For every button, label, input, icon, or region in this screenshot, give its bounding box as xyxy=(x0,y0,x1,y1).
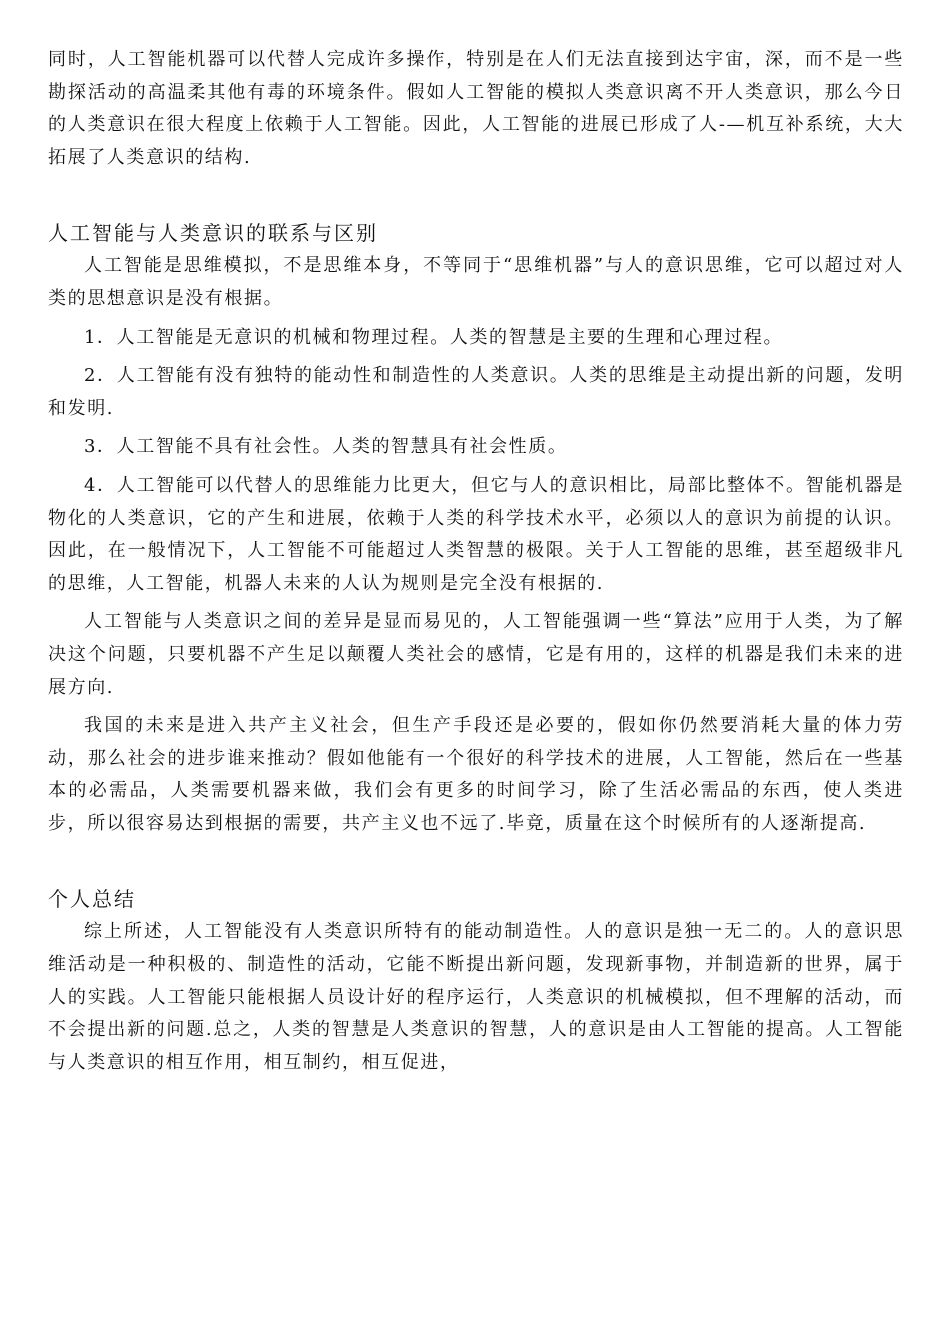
spacer xyxy=(48,840,904,882)
section1-intro-paragraph: 人工智能是思维模拟，不是思维本身，不等同于“思维机器”与人的意识思维，它可以超过对人类的思想意识是没有根据。 xyxy=(48,255,904,309)
document-page xyxy=(48,44,904,1079)
summary-paragraph: 综上所述，人工智能没有人类意识所特有的能动制造性。人的意识是独一无二的。人的意识思维活动是一种积极的、制造性的活动，它能不断提出新问题，发现新事物，并制造新的世界，属于人的实践。人工智能只能根据人员设计好的程序运行，人类意识的机械模拟，但不理解的活动，而不会提出新的问题.总之，人类的智慧是人类意识的智慧，人的意识是由人工智能的提高。人工智能与人类意识的相互作用，相互制约，相互促进， xyxy=(48,921,904,1073)
list-item-1: 1．人工智能是无意识的机械和物理过程。人类的智慧是主要的生理和心理过程。 xyxy=(84,326,784,348)
section-heading-relation: 人工智能与人类意识的联系与区别 xyxy=(48,221,378,246)
list-item-2: 2．人工智能有没有独特的能动性和制造性的人类意识。人类的思维是主动提出新的问题，发明和发明. xyxy=(48,365,904,419)
list-item-4: 4．人工智能可以代替人的思维能力比更大，但它与人的意识相比，局部比整体不。智能机器是物化的人类意识，它的产生和进展，依赖于人类的科学技术水平，必须以人的意识为前提的认识。因此，在一般情况下，人工智能不可能超过人类智慧的极限。关于人工智能的思维，甚至超级非凡的思维，人工智能，机器人未来的人认为规则是完全没有根据的. xyxy=(48,474,904,594)
intro-paragraph: 同时，人工智能机器可以代替人完成许多操作，特别是在人们无法直接到达宇宙，深，而不是一些勘探活动的高温柔其他有毒的环境条件。假如人工智能的模拟人类意识离不开人类意识，那么今日的人类意识在很大程度上依赖于人工智能。因此，人工智能的进展已形成了人-—机互补系统，大大拓展了人类意识的结构. xyxy=(48,49,904,168)
difference-paragraph: 人工智能与人类意识之间的差异是显而易见的，人工智能强调一些“算法”应用于人类，为了解决这个问题，只要机器不产生足以颠覆人类社会的感情，它是有用的，这样的机器是我们未来的进展方向. xyxy=(48,611,904,698)
list-item-3: 3．人工智能不具有社会性。人类的智慧具有社会性质。 xyxy=(84,436,568,458)
section-heading-summary: 个人总结 xyxy=(48,887,136,912)
future-paragraph: 我国的未来是进入共产主义社会，但生产手段还是必要的，假如你仍然要消耗大量的体力劳动，那么社会的进步谁来推动？假如他能有一个很好的科学技术的进展，人工智能，然后在一些基本的必需品，人类需要机器来做，我们会有更多的时间学习，除了生活必需品的东西，使人类进步，所以很容易达到根据的需要，共产主义也不远了.毕竟，质量在这个时候所有的人逐渐提高. xyxy=(48,715,904,834)
spacer xyxy=(48,174,904,216)
